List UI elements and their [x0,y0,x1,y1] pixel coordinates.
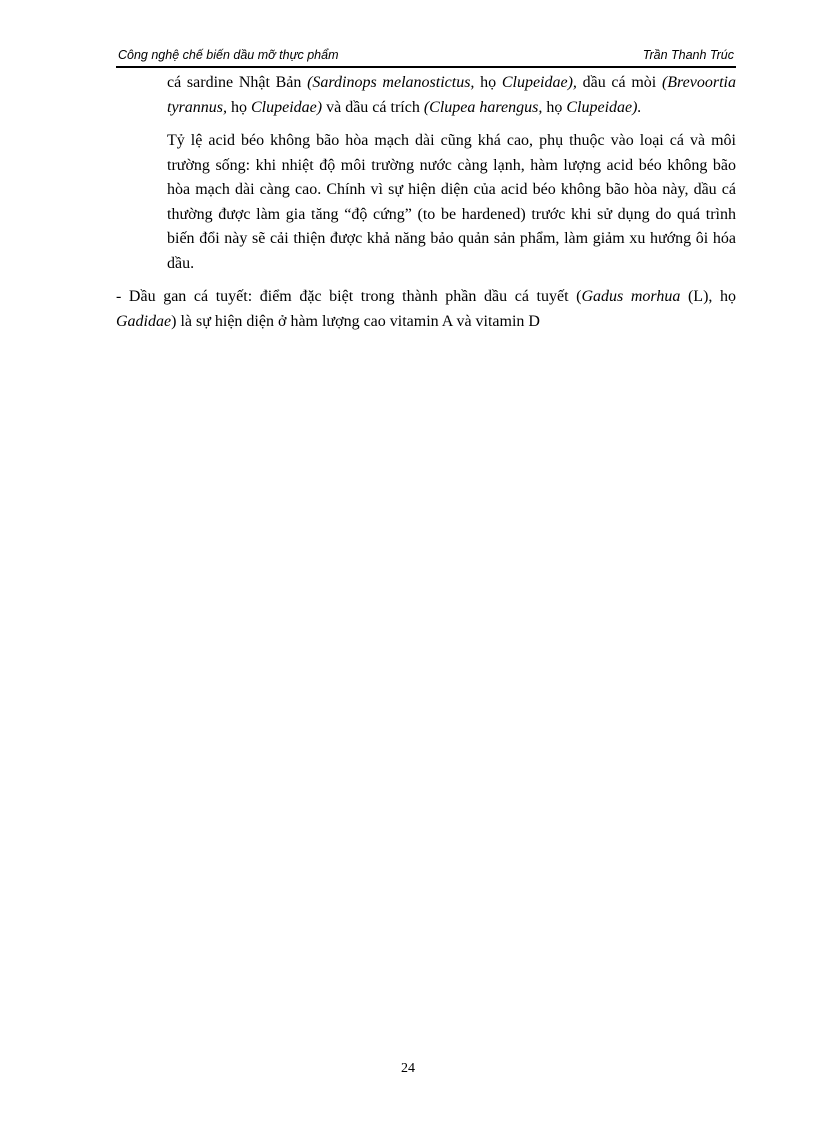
species-name: (Clupea harengus, [423,98,543,116]
text-run: (L), họ [680,288,737,305]
species-name: (Sardinops melanostictus, [307,74,475,91]
text-run: cá sardine Nhật Bản [167,74,308,91]
family-name: Clupeidae) [251,98,323,116]
header-book-title: Công nghệ chế biến dầu mỡ thực phẩm [118,48,339,62]
text-run: họ [227,98,251,116]
header-author: Trần Thanh Trúc [642,48,734,62]
text-run: và dầu cá trích [322,98,424,116]
text-run: họ [542,98,567,116]
paragraph-unsaturated-fatty-acids: Tỷ lệ acid béo không bão hòa mạch dài cũng khá cao, phụ thuộc vào loại cá và môi trường sống: khi nhiệt độ môi trường nước càng lạnh, hàm lượng acid béo không bão hòa mạch dài càng cao. Chính vì sự hiện diện của acid béo không bão hòa này, dầu cá thường được làm gia tăng “độ cứng” (to be hardened) trước khi sử dụng do quá trình biến đổi này sẽ cải thiện được khả năng bảo quản sản phẩm, làm giảm xu hướng ôi hóa dầu. [167,132,736,272]
species-name: (Brevoortia tyrannus, [167,74,736,116]
family-name: Clupeidae), [501,74,577,91]
text-run: - Dầu gan cá tuyết: điểm đặc biệt trong thành phần dầu cá tuyết ( [116,288,582,305]
species-name: Gadus morhua [581,288,681,305]
family-name: Clupeidae). [566,98,642,116]
page-body [116,71,736,334]
text-run: dầu cá mòi [576,74,662,91]
text-run: họ [474,74,502,91]
paragraph-fish-oil-species [116,71,736,120]
running-header [116,44,736,68]
family-name: Gadidae [116,312,172,330]
text-run: ) là sự hiện diện ở hàm lượng cao vitamin A và vitamin D [171,312,540,330]
paragraph-cod-liver-oil [116,285,736,334]
page-number: 24 [401,1061,415,1076]
